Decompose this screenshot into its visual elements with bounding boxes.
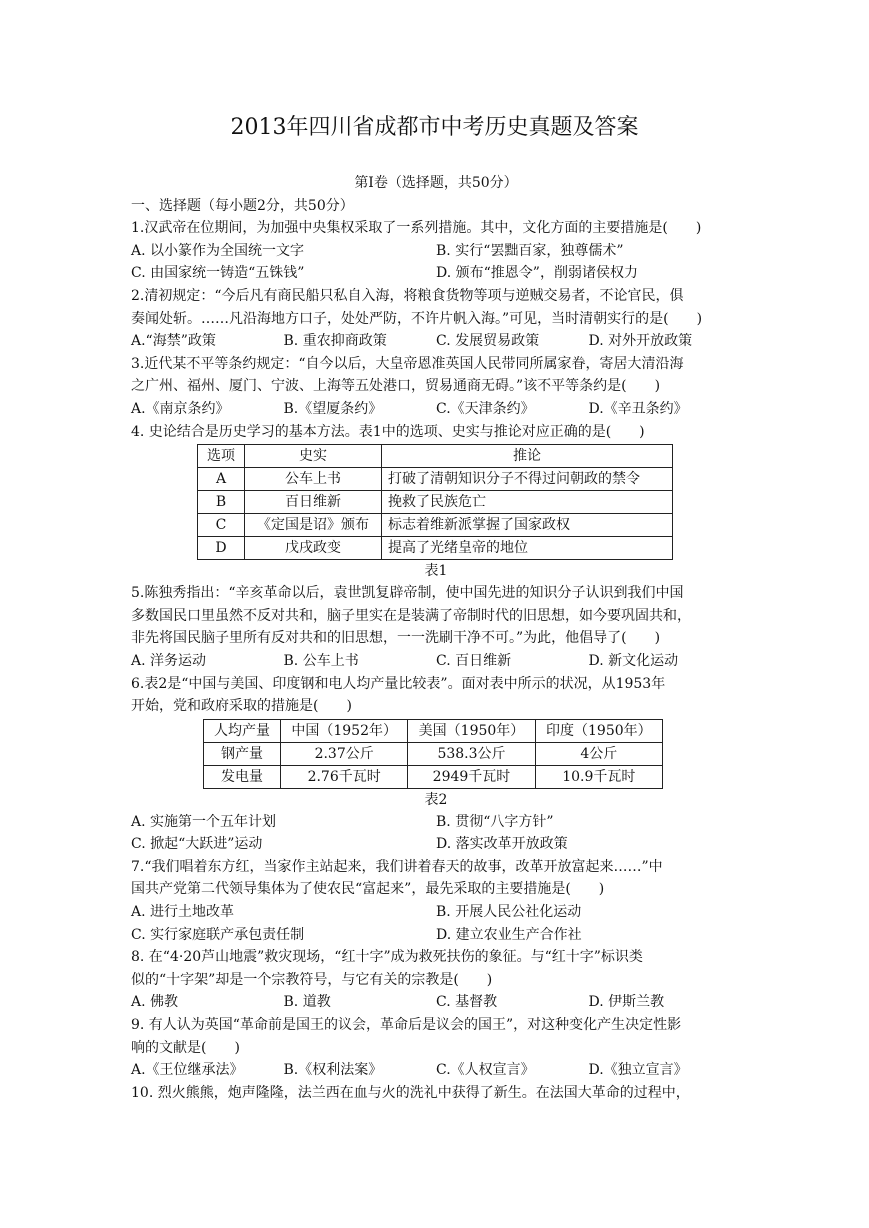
table-cell: D (198, 537, 245, 560)
question-7-options-row1 (131, 901, 741, 924)
table-cell: 挽救了民族危亡 (382, 491, 673, 514)
table-1 (197, 444, 673, 560)
table-cell: 2.37公斤 (281, 742, 408, 765)
table-cell: 打破了清朝知识分子不得过问朝政的禁令 (382, 468, 673, 491)
question-2-stem-line2: 奏闻处斩。……凡沿海地方口子，处处严防，不许片帆入海。”可见，当时清朝实行的是( ) (131, 310, 703, 327)
option-d: D.《独立宣言》 (588, 1062, 688, 1079)
option-c: C. 百日维新 (436, 652, 512, 669)
option-d: D. 建立农业生产合作社 (436, 926, 582, 943)
question-4-stem: 4. 史论结合是历史学习的基本方法。表1中的选项、史实与推论对应正确的是( ) (131, 423, 645, 440)
option-a: A. 实施第一个五年计划 (131, 813, 277, 830)
question-8-stem-line1: 8. 在“4·20芦山地震”救灾现场，“红十字”成为救死扶伤的象征。与“红十字”标识类 (131, 949, 643, 966)
question-2-options (131, 330, 741, 353)
question-5-stem-line3: 非先将国民脑子里所有反对共和的旧思想，一一洗刷干净不可。”为此，他倡导了( ) (131, 630, 661, 647)
question-7-options-row2 (131, 924, 741, 947)
table-header-row (204, 719, 663, 742)
option-c: C. 实行家庭联产承包责任制 (131, 926, 305, 943)
option-a: A. 洋务运动 (131, 652, 207, 669)
question-8-stem-line2: 似的“十字架”却是一个宗教符号，与它有关的宗教是( ) (131, 971, 493, 988)
table-cell: 4公斤 (535, 742, 662, 765)
question-1-stem: 1.汉武帝在位期间，为加强中央集权采取了一系列措施。其中，文化方面的主要措施是( ) (131, 220, 702, 237)
question-1-options-row2 (131, 262, 741, 285)
question-1-options-row1 (131, 240, 741, 263)
option-b: B. 贯彻“八字方针” (436, 813, 554, 830)
option-d: D. 伊斯兰教 (588, 994, 665, 1011)
option-c: C. 发展贸易政策 (436, 333, 540, 350)
question-6-stem-line1: 6.表2是“中国与美国、印度钢和电人均产量比较表”。面对表中所示的状况，从1953年 (131, 675, 666, 692)
table-cell: 百日维新 (245, 491, 382, 514)
question-6-options-row1 (131, 811, 741, 834)
option-b: B. 公车上书 (283, 652, 359, 669)
option-d: D. 对外开放政策 (588, 333, 693, 350)
section-heading: 第Ⅰ卷（选择题，共50分） (354, 175, 518, 191)
question-3-options (131, 398, 741, 421)
table-cell: C (198, 514, 245, 537)
option-b: B.《望厦条约》 (283, 400, 383, 417)
question-6-options-row2 (131, 833, 741, 856)
part-heading: 一、选择题（每小题2分，共50分） (131, 197, 354, 214)
table-header-cell: 美国（1950年） (408, 719, 535, 742)
option-b: B.《权利法案》 (283, 1062, 383, 1079)
table-1-caption: 表1 (424, 563, 448, 580)
table-cell: B (198, 491, 245, 514)
option-c: C. 基督教 (436, 994, 498, 1011)
option-a: A. 以小篆作为全国统一文字 (131, 242, 305, 259)
option-b: B. 实行“罢黜百家，独尊儒术” (436, 242, 624, 259)
table-header-cell: 推论 (382, 445, 673, 468)
question-2-stem-line1: 2.清初规定：“今后凡有商民船只私自入海，将粮食货物等项与逆贼交易者，不论官民，俱 (131, 287, 684, 304)
question-9-options (131, 1059, 741, 1082)
question-3-stem-line1: 3.近代某不平等条约规定：“自今以后，大皇帝恩准英国人民带同所属家眷，寄居大清沿海 (131, 355, 684, 372)
table-cell: 提高了光绪皇帝的地位 (382, 537, 673, 560)
table-cell: A (198, 468, 245, 491)
table-cell: 《定国是诏》颁布 (245, 514, 382, 537)
question-3-stem-line2: 之广州、福州、厦门、宁波、上海等五处港口，贸易通商无碍。”该不平等条约是( ) (131, 378, 661, 395)
table-row (198, 514, 673, 537)
option-a: A. 佛教 (131, 994, 179, 1011)
question-5-options (131, 650, 741, 673)
question-5-stem-line2: 多数国民口里虽然不反对共和，脑子里实在是装满了帝制时代的旧思想，如今要巩固共和， (131, 607, 691, 624)
option-b: B. 道教 (283, 994, 331, 1011)
table-row (198, 468, 673, 491)
table-row (204, 742, 663, 765)
option-a: A.《南京条约》 (131, 400, 230, 417)
table-header-cell: 人均产量 (204, 719, 281, 742)
option-c: C. 由国家统一铸造“五铢钱” (131, 265, 305, 282)
question-8-options (131, 991, 741, 1014)
table-header-row (198, 445, 673, 468)
table-row (198, 491, 673, 514)
table-2-caption: 表2 (424, 791, 448, 808)
table-cell: 2949千瓦时 (408, 765, 535, 788)
option-c: C. 掀起“大跃进”运动 (131, 836, 263, 853)
table-header-cell: 史实 (245, 445, 382, 468)
question-6-stem-line2: 开始，党和政府采取的措施是( ) (131, 698, 352, 715)
table-cell: 戊戌政变 (245, 537, 382, 560)
option-d: D. 颁布“推恩令”，削弱诸侯权力 (436, 265, 638, 282)
option-c: C.《人权宣言》 (436, 1062, 535, 1079)
question-7-stem-line1: 7.“我们唱着东方红，当家作主站起来，我们讲着春天的故事，改革开放富起来……”中 (131, 858, 663, 875)
table-row (204, 765, 663, 788)
table-header-cell: 中国（1952年） (281, 719, 408, 742)
question-7-stem-line2: 国共产党第二代领导集体为了使农民“富起来”，最先采取的主要措施是( ) (131, 881, 605, 898)
option-a: A.“海禁”政策 (131, 333, 216, 350)
table-cell: 538.3公斤 (408, 742, 535, 765)
option-d: D. 落实改革开放政策 (436, 836, 568, 853)
question-10-stem-line1: 10. 烈火熊熊，炮声隆隆，法兰西在血与火的洗礼中获得了新生。在法国大革命的过程中， (131, 1084, 690, 1101)
option-a: A.《王位继承法》 (131, 1062, 244, 1079)
table-2 (203, 719, 663, 789)
table-cell: 发电量 (204, 765, 281, 788)
option-c: C.《天津条约》 (436, 400, 535, 417)
option-b: B. 重农抑商政策 (283, 333, 387, 350)
question-5-stem-line1: 5.陈独秀指出：“辛亥革命以后，袁世凯复辟帝制，使中国先进的知识分子认识到我们中国 (131, 585, 684, 602)
table-cell: 2.76千瓦时 (281, 765, 408, 788)
question-9-stem-line2: 响的文献是( ) (131, 1039, 240, 1056)
question-9-stem-line1: 9. 有人认为英国“革命前是国王的议会，革命后是议会的国王”，对这种变化产生决定性影 (131, 1017, 682, 1034)
table-cell: 10.9千瓦时 (535, 765, 662, 788)
table-header-cell: 选项 (198, 445, 245, 468)
table-cell: 标志着维新派掌握了国家政权 (382, 514, 673, 537)
table-header-cell: 印度（1950年） (535, 719, 662, 742)
option-b: B. 开展人民公社化运动 (436, 904, 582, 921)
table-row (198, 537, 673, 560)
table-cell: 公车上书 (245, 468, 382, 491)
option-a: A. 进行土地改革 (131, 904, 235, 921)
exam-content (131, 172, 741, 1104)
page-title: 2013年四川省成都市中考历史真题及答案 (230, 115, 639, 140)
option-d: D.《辛丑条约》 (588, 400, 688, 417)
option-d: D. 新文化运动 (588, 652, 679, 669)
table-cell: 钢产量 (204, 742, 281, 765)
